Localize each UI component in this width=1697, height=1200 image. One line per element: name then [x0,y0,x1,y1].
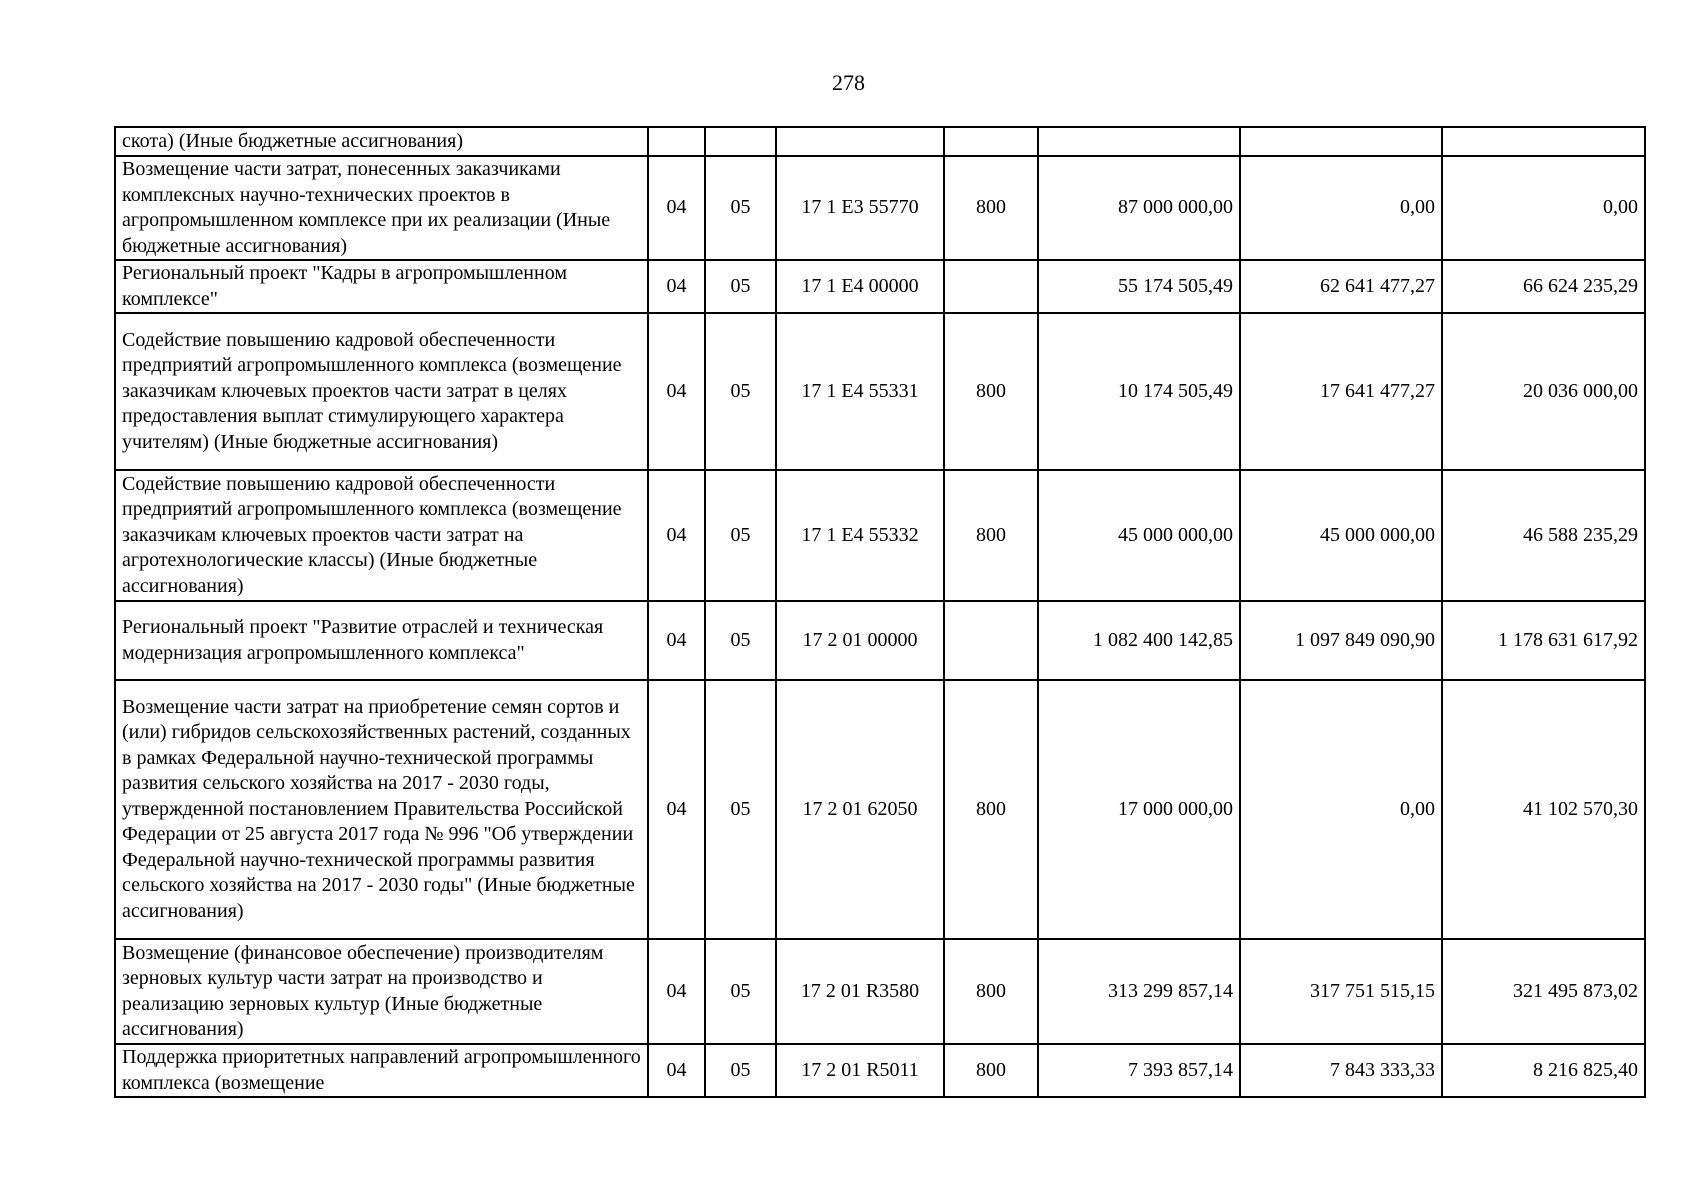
row-description: Возмещение (финансовое обеспечение) производителям зерновых культур части затрат на производство и реализацию зерновых культур (Иные бюджетные ассигнования) [115,939,648,1044]
row-description: скота) (Иные бюджетные ассигнования) [115,127,648,156]
amount-year-3: 1 178 631 617,92 [1442,601,1645,680]
target-article-code: 17 1 E3 55770 [776,156,944,260]
amount-year-2: 62 641 477,27 [1240,260,1442,313]
expense-type-code: 800 [944,313,1038,470]
table-row [115,156,1645,260]
table-row [115,127,1645,156]
amount-year-1: 7 393 857,14 [1038,1044,1240,1097]
row-description: Возмещение части затрат, понесенных заказчиками комплексных научно-технических проектов в агропромышленном комплексе при их реализации (Иные бюджетные ассигнования) [115,156,648,260]
table-row [115,313,1645,470]
amount-year-3: 66 624 235,29 [1442,260,1645,313]
amount-year-3 [1442,127,1645,156]
target-article-code: 17 1 E4 00000 [776,260,944,313]
expense-type-code: 800 [944,470,1038,601]
target-article-code: 17 2 01 62050 [776,680,944,939]
amount-year-3: 20 036 000,00 [1442,313,1645,470]
amount-year-3: 0,00 [1442,156,1645,260]
amount-year-2: 45 000 000,00 [1240,470,1442,601]
target-article-code: 17 2 01 00000 [776,601,944,680]
row-description: Поддержка приоритетных направлений агропромышленного комплекса (возмещение [115,1044,648,1097]
section-code: 04 [648,680,705,939]
target-article-code: 17 1 E4 55331 [776,313,944,470]
row-description: Содействие повышению кадровой обеспеченности предприятий агропромышленного комплекса (возмещение заказчикам ключевых проектов части затрат в целях предоставления выплат стимулирующего характера учителям) (Иные бюджетные ассигнования) [115,313,648,470]
budget-table [114,126,1646,1098]
expense-type-code: 800 [944,939,1038,1044]
subsection-code: 05 [705,680,776,939]
subsection-code: 05 [705,939,776,1044]
table-row [115,601,1645,680]
amount-year-1: 55 174 505,49 [1038,260,1240,313]
table-row [115,470,1645,601]
amount-year-2: 317 751 515,15 [1240,939,1442,1044]
target-article-code: 17 2 01 R5011 [776,1044,944,1097]
amount-year-1: 10 174 505,49 [1038,313,1240,470]
expense-type-code [944,601,1038,680]
section-code: 04 [648,601,705,680]
amount-year-1: 313 299 857,14 [1038,939,1240,1044]
subsection-code: 05 [705,260,776,313]
subsection-code: 05 [705,1044,776,1097]
amount-year-3: 321 495 873,02 [1442,939,1645,1044]
amount-year-3: 8 216 825,40 [1442,1044,1645,1097]
section-code: 04 [648,470,705,601]
amount-year-1: 87 000 000,00 [1038,156,1240,260]
row-description: Содействие повышению кадровой обеспеченности предприятий агропромышленного комплекса (возмещение заказчикам ключевых проектов части затрат на агротехнологические классы) (Иные бюджетные ассигнования) [115,470,648,601]
table-row [115,260,1645,313]
section-code: 04 [648,939,705,1044]
amount-year-2: 17 641 477,27 [1240,313,1442,470]
subsection-code: 05 [705,156,776,260]
amount-year-3: 46 588 235,29 [1442,470,1645,601]
amount-year-2: 1 097 849 090,90 [1240,601,1442,680]
subsection-code: 05 [705,601,776,680]
target-article-code [776,127,944,156]
expense-type-code: 800 [944,1044,1038,1097]
section-code [648,127,705,156]
amount-year-1: 45 000 000,00 [1038,470,1240,601]
subsection-code: 05 [705,313,776,470]
section-code: 04 [648,260,705,313]
section-code: 04 [648,1044,705,1097]
expense-type-code [944,260,1038,313]
section-code: 04 [648,156,705,260]
target-article-code: 17 2 01 R3580 [776,939,944,1044]
table-row [115,680,1645,939]
amount-year-2: 0,00 [1240,156,1442,260]
expense-type-code: 800 [944,680,1038,939]
amount-year-1: 1 082 400 142,85 [1038,601,1240,680]
page-number: 278 [832,70,865,95]
amount-year-1: 17 000 000,00 [1038,680,1240,939]
target-article-code: 17 1 E4 55332 [776,470,944,601]
row-description: Региональный проект "Кадры в агропромышленном комплексе" [115,260,648,313]
expense-type-code [944,127,1038,156]
amount-year-2 [1240,127,1442,156]
section-code: 04 [648,313,705,470]
row-description: Возмещение части затрат на приобретение семян сортов и (или) гибридов сельскохозяйственных растений, созданных в рамках Федеральной научно-технической программы развития сельского хозяйства на 2017 - 2030 годы, утвержденной постановлением Правительства Российской Федерации от 25 августа 2017 года № 996 "Об утверждении Федеральной научно-технической программы развития сельского хозяйства на 2017 - 2030 годы" (Иные бюджетные ассигнования) [115,680,648,939]
subsection-code: 05 [705,470,776,601]
table-row [115,1044,1645,1097]
subsection-code [705,127,776,156]
amount-year-2: 0,00 [1240,680,1442,939]
expense-type-code: 800 [944,156,1038,260]
table-row [115,939,1645,1044]
amount-year-2: 7 843 333,33 [1240,1044,1442,1097]
amount-year-3: 41 102 570,30 [1442,680,1645,939]
row-description: Региональный проект "Развитие отраслей и техническая модернизация агропромышленного комплекса" [115,601,648,680]
amount-year-1 [1038,127,1240,156]
